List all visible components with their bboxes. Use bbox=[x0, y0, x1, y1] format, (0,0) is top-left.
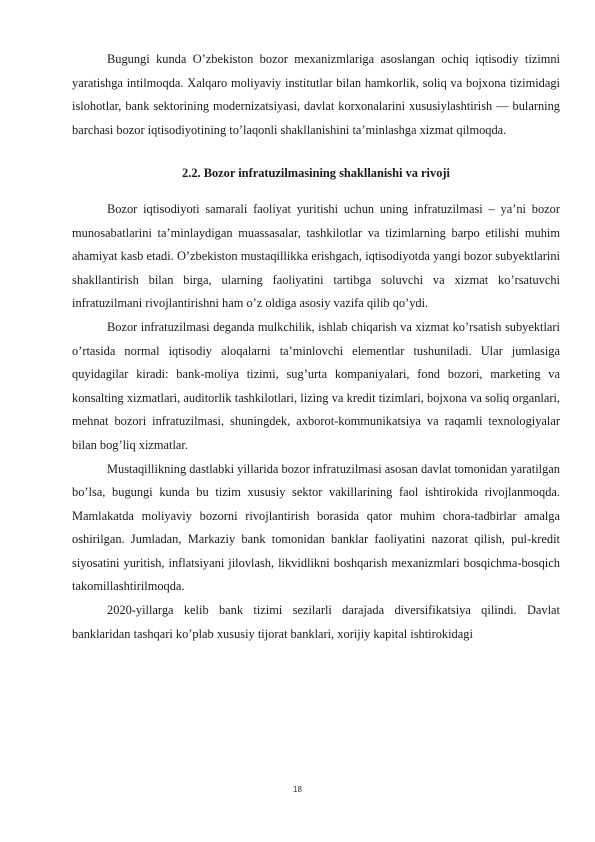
body-paragraph: Bozor infratuzilmasi deganda mulkchilik, ishlab chiqarish va xizmat ko’rsatish subyektlari o’rtasida normal iqtisodiy aloqalarni ta’minlovchi elementlar tushuniladi. Ular jumlasiga quyidagilar kiradi: bank-moliya tizimi, sug’urta kompaniyalari, fond bozori, marketing va konsalting xizmatlari, auditorlik tashkilotlari, lizing va kredit tizimlari, bojxona va soliq organlari, mehnat bozori infratuzilmasi, shuningdek, axborot-kommunikatsiya va raqamli texnologiyalar bilan bog’liq xizmatlar. bbox=[72, 319, 560, 452]
document-page bbox=[72, 48, 560, 646]
body-paragraph: Bozor iqtisodiyoti samarali faoliyat yuritishi uchun uning infratuzilmasi – ya’ni bozor munosabatlarini ta’minlaydigan muassasalar, tashkilotlar va tizimlarning barpo etilishi muhim ahamiyat kasb etadi. O’zbekiston mustaqillikka erishgach, iqtisodiyotda yangi bozor subyektlarini shakllantirish bilan birga, ularning faoliyatini tartibga soluvchi va xizmat ko’rsatuvchi infratuzilmani rivojlantirishni ham o’z oldiga asosiy vazifa qilib qo’ydi. bbox=[72, 201, 560, 311]
section-heading: 2.2. Bozor infratuzilmasining shakllanishi va rivoji bbox=[182, 166, 450, 181]
body-paragraph: Bugungi kunda O’zbekiston bozor mexanizmlariga asoslangan ochiq iqtisodiy tizimni yaratishga intilmoqda. Xalqaro moliyaviy institutlar bilan hamkorlik, soliq va bojxona tizimidagi islohotlar, bank sektorining modernizatsiyasi, davlat korxonalarini xususiylashtirish — bularning barchasi bozor iqtisodiyotining to’laqonli shakllanishini ta’minlashga xizmat qilmoqda. bbox=[72, 52, 560, 137]
body-paragraph: Mustaqillikning dastlabki yillarida bozor infratuzilmasi asosan davlat tomonidan yaratilgan bo’lsa, bugungi kunda bu tizim xususiy sektor vakillarining faol ishtirokida rivojlanmoqda. Mamlakatda moliyaviy bozorni rivojlantirish borasida qator muhim chora-tadbirlar amalga oshirilgan. Jumladan, Markaziy bank tomonidan banklar faoliyatini nazorat qilish, pul-kredit siyosatini yuritish, inflatsiyani jilovlash, likvidlikni boshqarish mexanizmlari bosqichma-bosqich takomillashtirilmoqda. bbox=[72, 461, 560, 594]
page-number: 18 bbox=[293, 785, 302, 794]
body-paragraph: 2020-yillarga kelib bank tizimi sezilarli darajada diversifikatsiya qilindi. Davlat banklaridan tashqari ko’plab xususiy tijorat banklari, xorijiy kapital ishtirokidagi bbox=[72, 603, 560, 641]
